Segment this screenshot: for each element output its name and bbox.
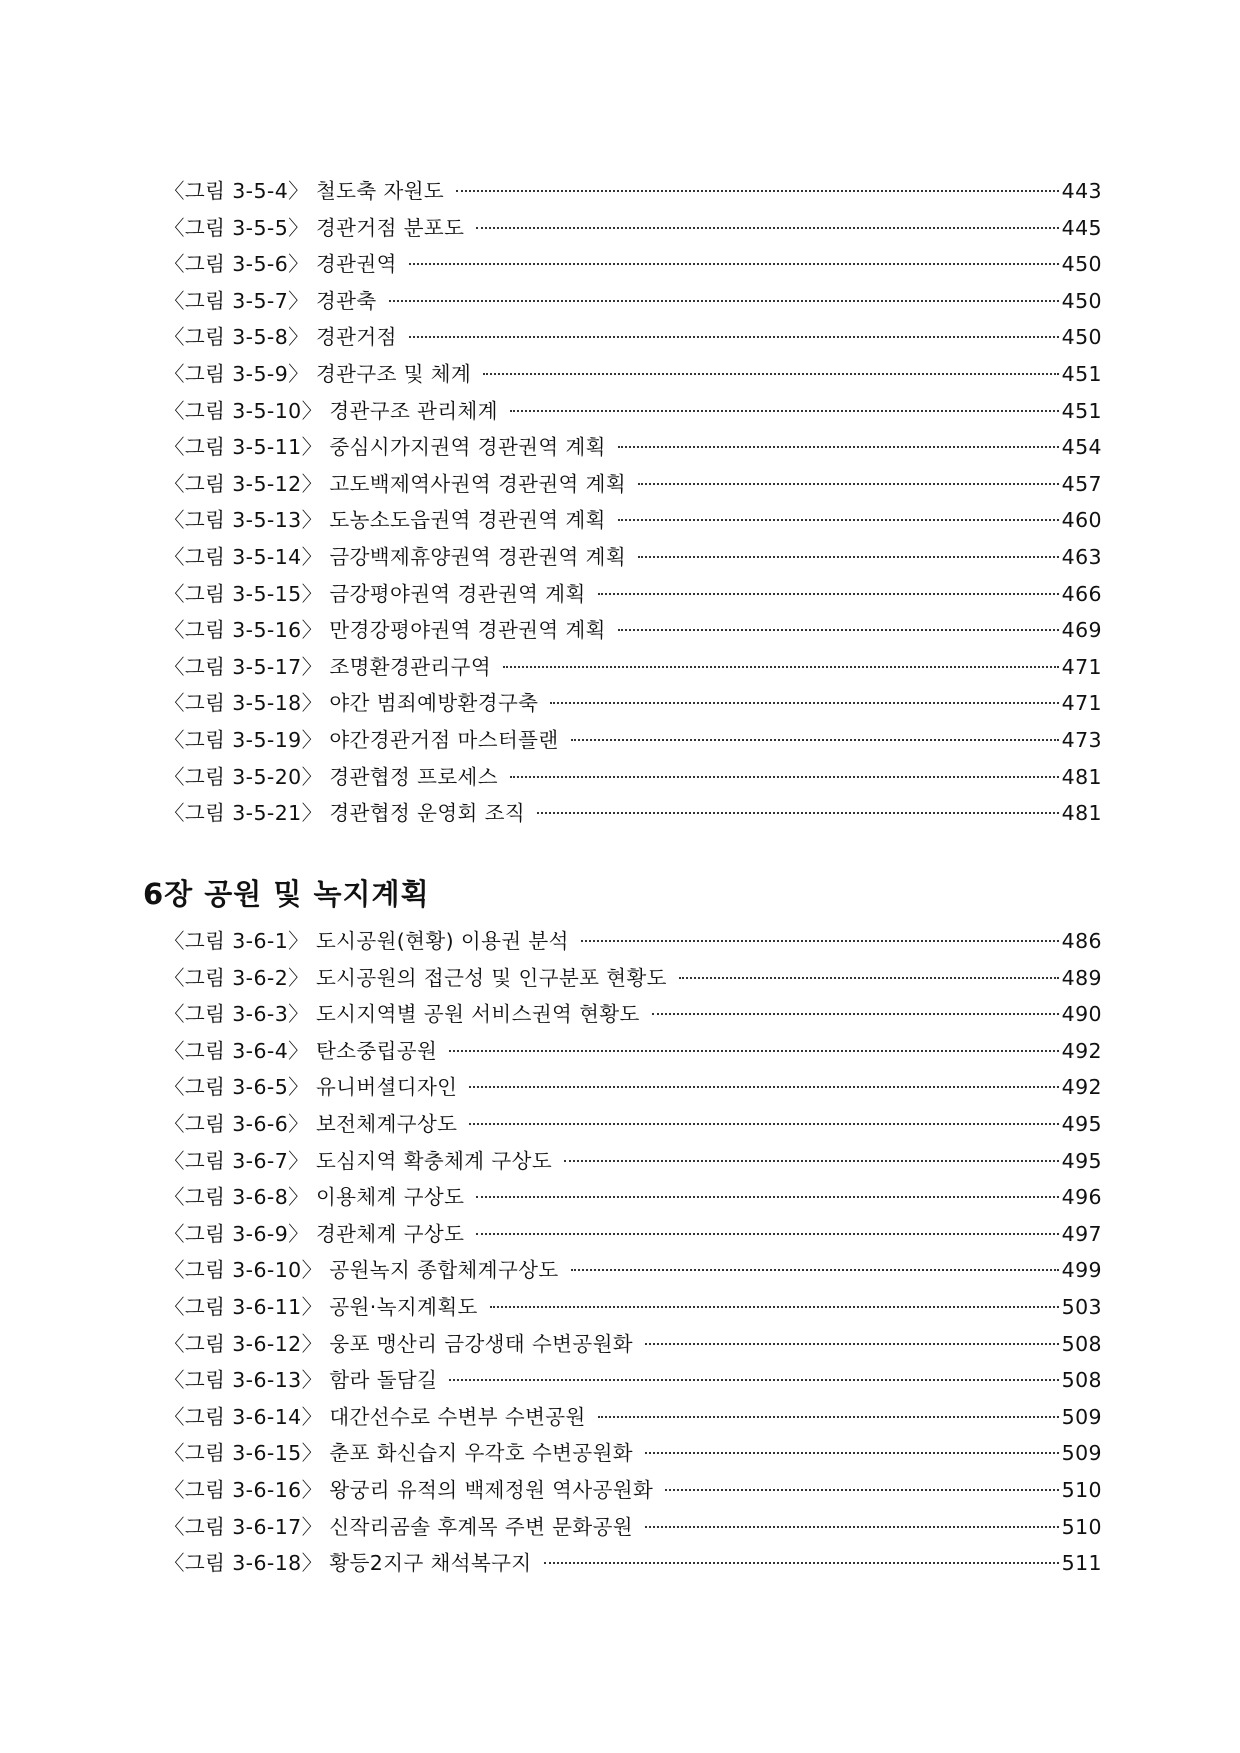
toc-entry-page-number: 490 bbox=[1061, 1002, 1102, 1027]
toc-entry[interactable] bbox=[164, 540, 1102, 577]
toc-entry[interactable] bbox=[164, 1400, 1102, 1437]
dot-leader bbox=[550, 702, 1058, 704]
toc-entry-label: 〈그림 3-6-7〉 도심지역 확충체계 구상도 bbox=[164, 1148, 553, 1173]
toc-entry[interactable] bbox=[164, 174, 1102, 211]
toc-entry-page-number: 450 bbox=[1061, 252, 1102, 277]
toc-entry[interactable] bbox=[164, 577, 1102, 614]
toc-entry-page-number: 450 bbox=[1061, 325, 1102, 350]
toc-entry[interactable] bbox=[164, 997, 1102, 1034]
toc-entry[interactable] bbox=[164, 924, 1102, 961]
dot-leader bbox=[618, 446, 1059, 448]
dot-leader bbox=[537, 812, 1059, 814]
toc-entry[interactable] bbox=[164, 1144, 1102, 1181]
toc-entry-page-number: 508 bbox=[1061, 1331, 1102, 1356]
dot-leader bbox=[409, 263, 1059, 265]
toc-entry-label: 〈그림 3-6-15〉 춘포 화신습지 우각호 수변공원화 bbox=[164, 1441, 633, 1466]
toc-entry-page-number: 463 bbox=[1061, 544, 1102, 569]
dot-leader bbox=[598, 1416, 1059, 1418]
toc-entry[interactable] bbox=[164, 723, 1102, 760]
toc-entry-page-number: 509 bbox=[1061, 1441, 1102, 1466]
toc-entry-label: 〈그림 3-6-4〉 탄소중립공원 bbox=[164, 1038, 438, 1063]
toc-entry-label: 〈그림 3-5-12〉 고도백제역사권역 경관권역 계획 bbox=[164, 471, 627, 496]
dot-leader bbox=[618, 519, 1059, 521]
dot-leader bbox=[618, 629, 1059, 631]
toc-entry-page-number: 508 bbox=[1061, 1368, 1102, 1393]
toc-entry[interactable] bbox=[164, 284, 1102, 321]
toc-entry-label: 〈그림 3-5-8〉 경관거점 bbox=[164, 325, 397, 350]
toc-entry-page-number: 495 bbox=[1061, 1111, 1102, 1136]
toc-entry-page-number: 445 bbox=[1061, 215, 1102, 240]
toc-entry-label: 〈그림 3-6-14〉 대간선수로 수변부 수변공원 bbox=[164, 1404, 586, 1429]
dot-leader bbox=[638, 556, 1059, 558]
dot-leader bbox=[389, 300, 1059, 302]
dot-leader bbox=[490, 1306, 1059, 1308]
toc-entry[interactable] bbox=[164, 1253, 1102, 1290]
toc-entry-label: 〈그림 3-5-16〉 만경강평야권역 경관권역 계획 bbox=[164, 618, 606, 643]
toc-entry-label: 〈그림 3-6-1〉 도시공원(현황) 이용권 분석 bbox=[164, 929, 569, 953]
toc-entry-page-number: 466 bbox=[1061, 581, 1102, 606]
toc-entry-label: 〈그림 3-6-17〉 신작리곰솔 후계목 주변 문화공원 bbox=[164, 1514, 633, 1539]
dot-leader bbox=[409, 336, 1059, 338]
dot-leader bbox=[449, 1379, 1058, 1381]
toc-entry-page-number: 492 bbox=[1061, 1075, 1102, 1100]
dot-leader bbox=[665, 1489, 1058, 1491]
toc-entry[interactable] bbox=[164, 650, 1102, 687]
dot-leader bbox=[581, 940, 1059, 942]
toc-entry-page-number: 451 bbox=[1061, 361, 1102, 386]
toc-entry[interactable] bbox=[164, 503, 1102, 540]
toc-entry-page-number: 450 bbox=[1061, 288, 1102, 313]
toc-entry[interactable] bbox=[164, 1546, 1102, 1583]
dot-leader bbox=[456, 190, 1059, 192]
toc-entry-label: 〈그림 3-5-18〉 야간 범죄예방환경구축 bbox=[164, 691, 539, 716]
dot-leader bbox=[645, 1343, 1059, 1345]
toc-entry-page-number: 510 bbox=[1061, 1477, 1102, 1502]
toc-entry[interactable] bbox=[164, 211, 1102, 248]
toc-entry-page-number: 481 bbox=[1061, 764, 1102, 789]
dot-leader bbox=[510, 410, 1059, 412]
dot-leader bbox=[449, 1050, 1058, 1052]
dot-leader bbox=[564, 1160, 1059, 1162]
toc-entry-page-number: 489 bbox=[1061, 965, 1102, 990]
toc-entry[interactable] bbox=[164, 1070, 1102, 1107]
toc-entry[interactable] bbox=[164, 961, 1102, 998]
dot-leader bbox=[645, 1452, 1059, 1454]
dot-leader bbox=[645, 1526, 1059, 1528]
toc-entry[interactable] bbox=[164, 1107, 1102, 1144]
toc-entry[interactable] bbox=[164, 1510, 1102, 1547]
toc-entry-page-number: 497 bbox=[1061, 1221, 1102, 1246]
toc-entry-label: 〈그림 3-6-5〉 유니버셜디자인 bbox=[164, 1075, 458, 1100]
toc-entry-page-number: 486 bbox=[1061, 929, 1102, 953]
toc-entry-label: 〈그림 3-5-9〉 경관구조 및 체계 bbox=[164, 361, 472, 386]
dot-leader bbox=[679, 977, 1059, 979]
toc-entry-page-number: 460 bbox=[1061, 508, 1102, 533]
toc-entry[interactable] bbox=[164, 1034, 1102, 1071]
dot-leader bbox=[476, 1196, 1058, 1198]
toc-entry-label: 〈그림 3-5-19〉 야간경관거점 마스터플랜 bbox=[164, 727, 559, 752]
toc-entry[interactable] bbox=[164, 1436, 1102, 1473]
toc-entry-label: 〈그림 3-5-11〉 중심시가지권역 경관권역 계획 bbox=[164, 435, 606, 460]
toc-entry-label: 〈그림 3-6-16〉 왕궁리 유적의 백제정원 역사공원화 bbox=[164, 1477, 654, 1502]
toc-entry-page-number: 451 bbox=[1061, 398, 1102, 423]
toc-entry-label: 〈그림 3-6-10〉 공원녹지 종합체계구상도 bbox=[164, 1258, 559, 1283]
toc-entry-label: 〈그림 3-6-9〉 경관체계 구상도 bbox=[164, 1221, 465, 1246]
toc-entry-page-number: 492 bbox=[1061, 1038, 1102, 1063]
section-heading: 6장 공원 및 녹지계획 bbox=[143, 877, 430, 911]
toc-entry-label: 〈그림 3-6-18〉 황등2지구 채석복구지 bbox=[164, 1551, 532, 1576]
toc-entry-label: 〈그림 3-5-21〉 경관협정 운영회 조직 bbox=[164, 801, 526, 826]
toc-entry-label: 〈그림 3-5-7〉 경관축 bbox=[164, 288, 377, 313]
toc-entry[interactable] bbox=[164, 1363, 1102, 1400]
toc-entry-page-number: 457 bbox=[1061, 471, 1102, 496]
toc-entry-label: 〈그림 3-6-6〉 보전체계구상도 bbox=[164, 1111, 458, 1136]
toc-entry-label: 〈그림 3-6-11〉 공원·녹지계획도 bbox=[164, 1294, 478, 1319]
toc-entry-label: 〈그림 3-5-13〉 도농소도읍권역 경관권역 계획 bbox=[164, 508, 606, 533]
dot-leader bbox=[503, 666, 1059, 668]
figure-list-chapter-5 bbox=[164, 174, 1102, 833]
dot-leader bbox=[476, 1233, 1058, 1235]
toc-entry[interactable] bbox=[164, 320, 1102, 357]
toc-entry-label: 〈그림 3-5-4〉 철도축 자원도 bbox=[164, 179, 445, 203]
toc-entry-page-number: 511 bbox=[1061, 1551, 1102, 1576]
toc-entry-page-number: 499 bbox=[1061, 1258, 1102, 1283]
dot-leader bbox=[652, 1013, 1059, 1015]
toc-entry-page-number: 503 bbox=[1061, 1294, 1102, 1319]
dot-leader bbox=[638, 483, 1059, 485]
dot-leader bbox=[510, 776, 1059, 778]
dot-leader bbox=[476, 227, 1058, 229]
toc-entry-page-number: 471 bbox=[1061, 691, 1102, 716]
toc-entry[interactable] bbox=[164, 247, 1102, 284]
toc-entry[interactable] bbox=[164, 357, 1102, 394]
toc-entry-page-number: 473 bbox=[1061, 727, 1102, 752]
toc-entry-label: 〈그림 3-6-12〉 웅포 맹산리 금강생태 수변공원화 bbox=[164, 1331, 633, 1356]
toc-entry[interactable] bbox=[164, 467, 1102, 504]
toc-entry[interactable] bbox=[164, 613, 1102, 650]
toc-entry[interactable] bbox=[164, 1327, 1102, 1364]
toc-entry-page-number: 471 bbox=[1061, 654, 1102, 679]
dot-leader bbox=[598, 593, 1059, 595]
toc-entry-label: 〈그림 3-6-2〉 도시공원의 접근성 및 인구분포 현황도 bbox=[164, 965, 667, 990]
toc-entry-label: 〈그림 3-5-15〉 금강평야권역 경관권역 계획 bbox=[164, 581, 586, 606]
toc-entry-label: 〈그림 3-5-20〉 경관협정 프로세스 bbox=[164, 764, 498, 789]
dot-leader bbox=[483, 373, 1058, 375]
toc-entry[interactable] bbox=[164, 796, 1102, 833]
toc-entry[interactable] bbox=[164, 686, 1102, 723]
toc-entry[interactable] bbox=[164, 1217, 1102, 1254]
toc-entry-label: 〈그림 3-5-14〉 금강백제휴양권역 경관권역 계획 bbox=[164, 544, 627, 569]
toc-entry-label: 〈그림 3-5-6〉 경관권역 bbox=[164, 252, 397, 277]
toc-entry-page-number: 481 bbox=[1061, 801, 1102, 826]
dot-leader bbox=[469, 1123, 1058, 1125]
toc-entry-page-number: 454 bbox=[1061, 435, 1102, 460]
toc-entry[interactable] bbox=[164, 1180, 1102, 1217]
toc-entry-label: 〈그림 3-6-8〉 이용체계 구상도 bbox=[164, 1185, 465, 1210]
toc-entry[interactable] bbox=[164, 1473, 1102, 1510]
toc-entry-page-number: 510 bbox=[1061, 1514, 1102, 1539]
toc-entry-label: 〈그림 3-6-13〉 함라 돌담길 bbox=[164, 1368, 438, 1393]
toc-entry-page-number: 496 bbox=[1061, 1185, 1102, 1210]
dot-leader bbox=[571, 739, 1059, 741]
toc-entry-page-number: 443 bbox=[1061, 179, 1102, 203]
toc-entry[interactable] bbox=[164, 430, 1102, 467]
dot-leader bbox=[544, 1562, 1059, 1564]
dot-leader bbox=[571, 1269, 1059, 1271]
toc-entry-label: 〈그림 3-5-5〉 경관거점 분포도 bbox=[164, 215, 465, 240]
toc-entry[interactable] bbox=[164, 394, 1102, 431]
toc-entry-page-number: 495 bbox=[1061, 1148, 1102, 1173]
figure-list-chapter-6 bbox=[164, 924, 1102, 1583]
dot-leader bbox=[469, 1086, 1058, 1088]
toc-entry-page-number: 469 bbox=[1061, 618, 1102, 643]
toc-entry[interactable] bbox=[164, 1290, 1102, 1327]
toc-entry[interactable] bbox=[164, 760, 1102, 797]
toc-entry-label: 〈그림 3-5-10〉 경관구조 관리체계 bbox=[164, 398, 498, 423]
toc-entry-label: 〈그림 3-5-17〉 조명환경관리구역 bbox=[164, 654, 492, 679]
toc-entry-label: 〈그림 3-6-3〉 도시지역별 공원 서비스권역 현황도 bbox=[164, 1002, 640, 1027]
toc-entry-page-number: 509 bbox=[1061, 1404, 1102, 1429]
